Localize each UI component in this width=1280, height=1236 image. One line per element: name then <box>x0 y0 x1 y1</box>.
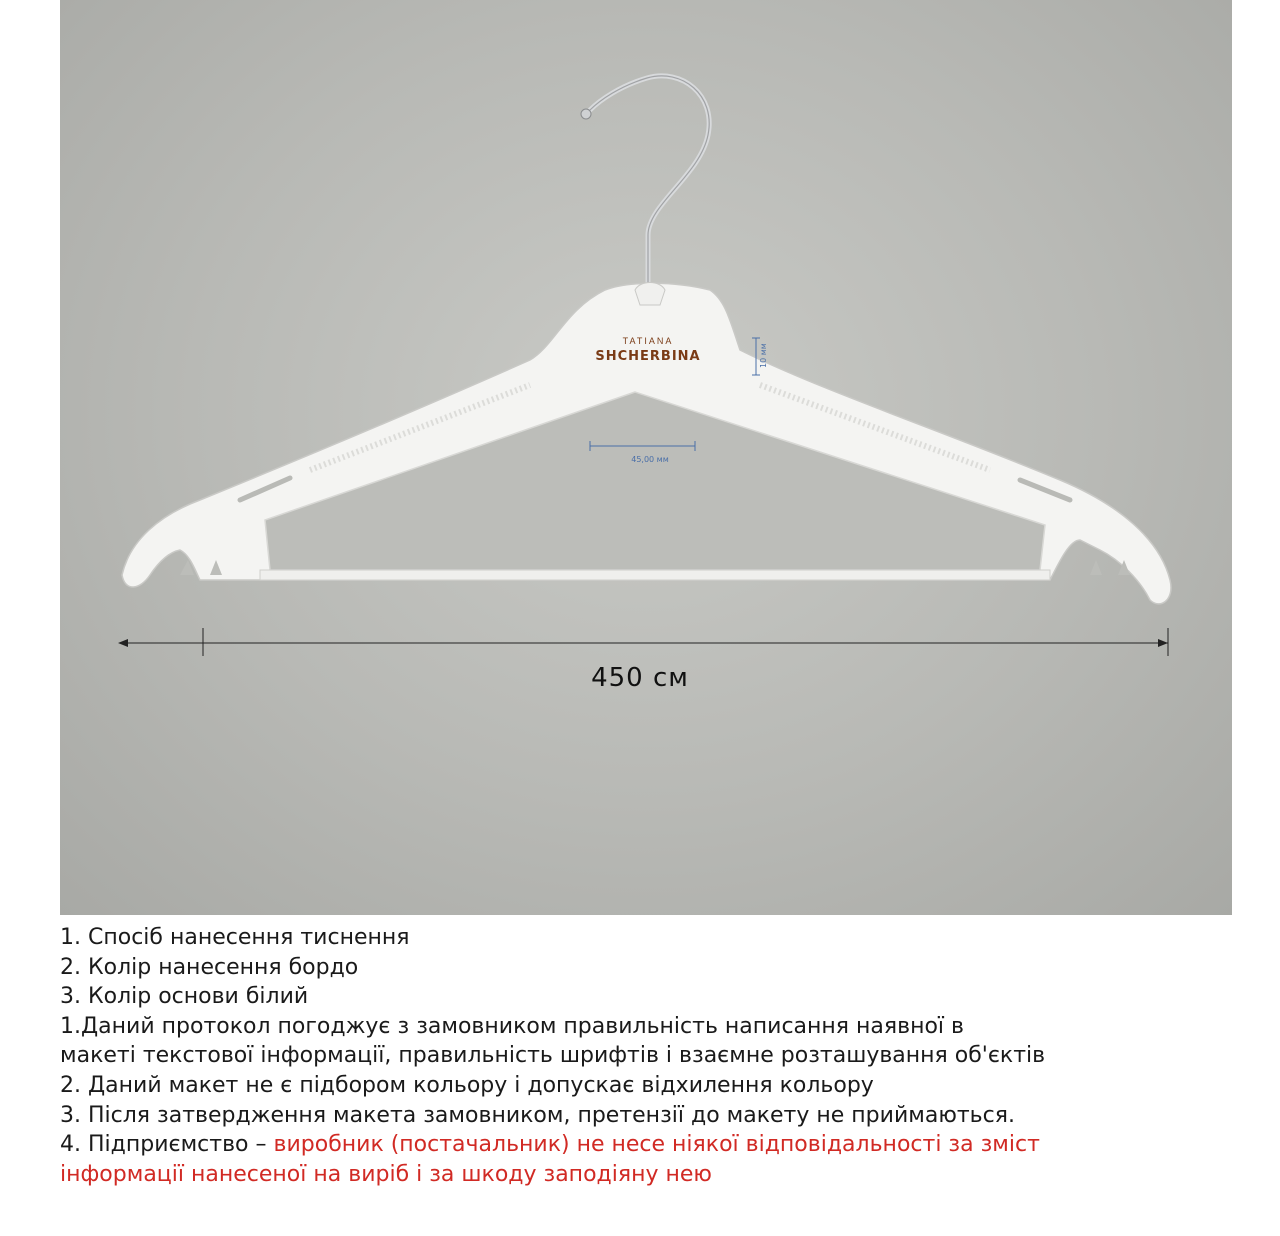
note-line-4: 1.Даний протокол погоджує з замовником правильність написання наявної в <box>60 1013 964 1039</box>
note-line-8-prefix: 4. Підприємство – <box>60 1132 274 1158</box>
width-dimension-label: 45,00 мм <box>631 455 669 464</box>
note-line-9-disclaimer: інформації нанесеної на виріб і за шкоду заподіяну нею <box>60 1161 712 1187</box>
note-line-2: 2. Колір нанесення бордо <box>60 954 359 980</box>
note-line-5: макеті текстової інформації, правильність шрифтів і взаємне розташування об'єктів <box>60 1043 1046 1069</box>
brand-line2: SHCHERBINA <box>595 349 701 364</box>
hanger-illustration <box>60 0 1232 915</box>
note-line-7: 3. Після затвердження макета замовником, претензії до макету не приймаються. <box>60 1102 1015 1128</box>
note-line-6: 2. Даний макет не є підбором кольору і допускає відхилення кольору <box>60 1072 874 1098</box>
length-arrow <box>118 628 1168 656</box>
note-line-8-disclaimer: виробник (постачальник) не несе ніякої відповідальності за зміст <box>273 1132 1040 1158</box>
product-photo <box>60 0 1232 915</box>
note-line-3: 3. Колір основи білий <box>60 984 309 1010</box>
hanger-hook <box>590 76 709 282</box>
length-label: 450 см <box>591 663 689 693</box>
brand-line1: TATIANA <box>622 336 674 346</box>
height-dimension-label: 10 мм <box>759 343 768 368</box>
note-line-8 <box>60 1130 1260 1160</box>
note-line-1: 1. Спосіб нанесення тиснення <box>60 925 410 950</box>
notes-block <box>60 923 1260 1189</box>
